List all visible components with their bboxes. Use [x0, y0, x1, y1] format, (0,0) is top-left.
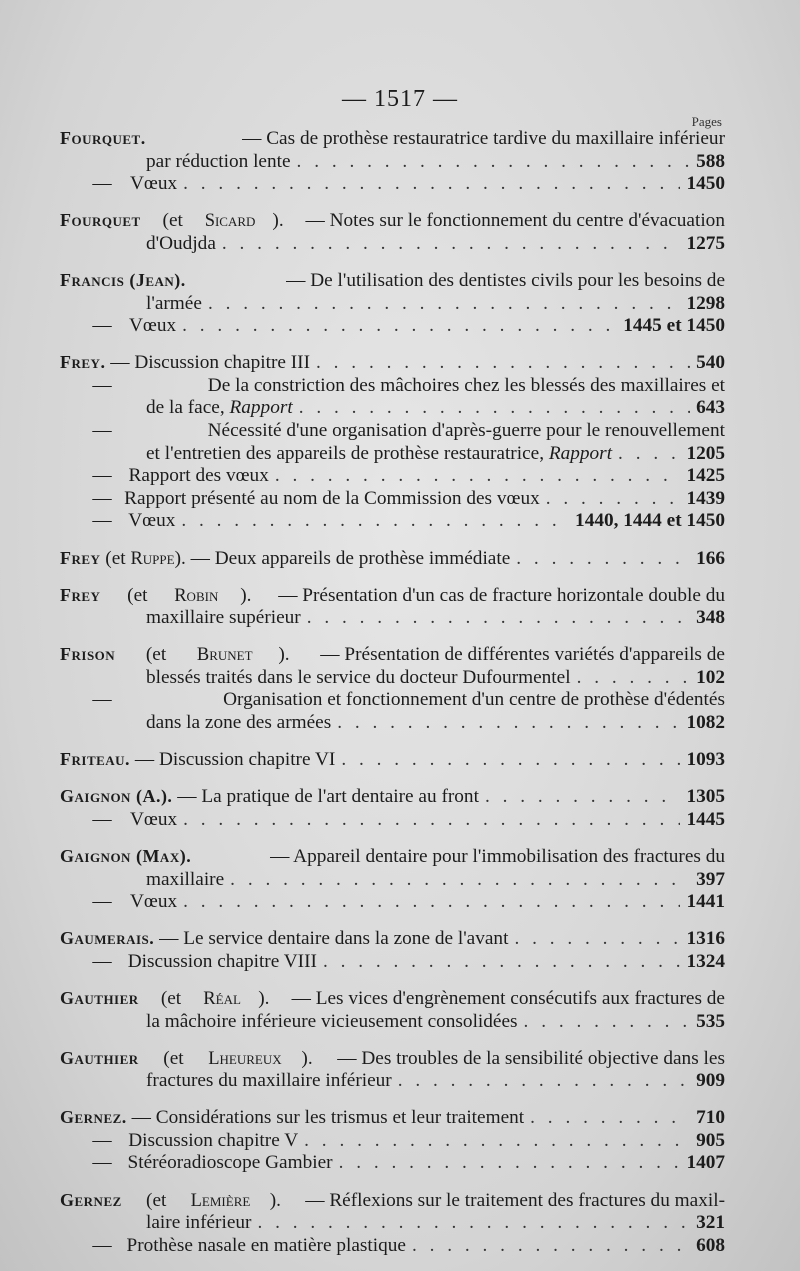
entry-text: Vœux — [130, 808, 178, 830]
entry-line — [60, 351, 725, 375]
entry-line — [60, 869, 725, 892]
page-reference: 1324 — [686, 950, 725, 972]
entry-line — [60, 927, 725, 951]
index-entry — [60, 351, 725, 533]
dot-leader — [275, 465, 681, 488]
dot-leader — [307, 607, 690, 630]
entry-text: — Deux appareils de prothèse immédiate — [190, 547, 511, 569]
author-name: Frey — [60, 584, 101, 605]
page-reference: 1440, 1444 et 1450 — [575, 510, 725, 532]
page-reference: 166 — [696, 547, 725, 569]
entry-line — [60, 1070, 725, 1093]
entry-text: Organisation et fonctionnement d'un centre de prothèse d'édentés — [223, 689, 725, 711]
rapport-italic: Rapport — [229, 397, 293, 419]
entry-line — [60, 1047, 725, 1071]
entry-line — [60, 1106, 725, 1130]
author-name: Francis (Jean). — [60, 269, 186, 290]
coauthor-suffix: ). — [174, 547, 191, 569]
entry-line — [60, 1011, 725, 1034]
index-entry — [60, 269, 725, 338]
page-reference: 1445 — [686, 808, 725, 830]
entry-line — [60, 1235, 725, 1258]
dot-leader — [182, 315, 617, 338]
index-entry — [60, 1106, 725, 1175]
entry-text: Discussion chapitre V — [128, 1129, 299, 1151]
entry-line — [60, 547, 725, 571]
dot-leader — [183, 809, 680, 832]
dot-leader — [257, 1212, 690, 1235]
dot-leader — [530, 1107, 690, 1130]
entry-text: Nécessité d'une organisation d'après-guerre pour le renouvellement — [207, 420, 725, 442]
author-name: Gernez. — [60, 1107, 127, 1128]
entry-line — [60, 151, 725, 174]
page-reference: 1298 — [686, 292, 725, 314]
index-entry — [60, 127, 725, 196]
entry-text: Rapport présenté au nom de la Commission des vœux — [124, 487, 540, 509]
entry-line — [60, 785, 725, 809]
coauthor-prefix: (et — [141, 1189, 172, 1211]
coauthor-prefix: (et — [122, 584, 153, 606]
entry-line — [60, 397, 725, 420]
entry-text: — Cas de prothèse restauratrice tardive du maxillaire inférieur — [242, 128, 725, 149]
entry-text: blessés traités dans le service du docteur Dufourmentel — [146, 666, 571, 688]
entry-text: la mâchoire inférieure vicieusement consolidées — [146, 1010, 518, 1032]
page-reference: 1205 — [686, 442, 725, 464]
coauthor-prefix: (et — [141, 644, 172, 666]
dot-leader — [323, 951, 680, 974]
entry-text: — Réflexions sur le traitement des fractures du maxil- — [305, 1189, 725, 1211]
coauthor-prefix: (et — [157, 210, 188, 232]
continuation-dash: — — [92, 173, 112, 195]
dot-leader — [524, 1011, 691, 1034]
index-entry — [60, 748, 725, 772]
continuation-dash: — — [92, 689, 112, 711]
dot-leader — [208, 293, 681, 316]
entry-text: — Présentation d'un cas de fracture horizontale double du — [278, 584, 725, 606]
author-name: Friteau. — [60, 749, 131, 770]
author-name: Gaignon (A.). — [60, 786, 173, 807]
dot-leader — [183, 891, 680, 914]
index-entry — [60, 584, 725, 630]
entry-text: — Considérations sur les trismus et leur traitement — [131, 1107, 525, 1129]
entry-line — [60, 667, 725, 690]
page-reference: 102 — [696, 666, 725, 688]
entry-text: — De l'utilisation des dentistes civils pour les besoins de — [286, 269, 725, 291]
page-reference: 348 — [696, 607, 725, 629]
continuation-dash: — — [92, 1152, 112, 1174]
coauthor-suffix: ). — [258, 987, 275, 1009]
rapport-italic: Rapport — [548, 442, 613, 464]
page-reference: 321 — [696, 1212, 725, 1234]
continuation-dash: — — [92, 891, 112, 913]
page-reference: 710 — [696, 1107, 725, 1129]
coauthor-prefix: (et — [100, 547, 131, 569]
dot-leader — [618, 443, 680, 466]
page-reference: 1407 — [686, 1152, 725, 1174]
entry-line — [60, 643, 725, 667]
author-name: Frison — [60, 644, 116, 665]
entry-text: dans la zone des armées — [146, 712, 332, 734]
author-name: Gaumerais. — [60, 928, 155, 949]
entry-text: l'armée — [146, 292, 202, 314]
pages-column-label: Pages — [691, 114, 722, 129]
index-entry — [60, 643, 725, 734]
coauthor-suffix: ). — [278, 644, 295, 666]
entry-text: — Présentation de différentes variétés d'appareils de — [320, 644, 725, 666]
page-reference: 1275 — [686, 232, 725, 254]
entry-text: laire inférieur — [146, 1212, 252, 1234]
entry-line — [60, 173, 725, 196]
page-reference: 1082 — [686, 712, 725, 734]
entry-text: Vœux — [130, 891, 178, 913]
continuation-dash: — — [92, 487, 112, 509]
entry-line — [60, 748, 725, 772]
index-entry — [60, 987, 725, 1033]
entry-text: — Appareil dentaire pour l'immobilisation des fractures du — [270, 845, 725, 867]
entry-line — [60, 420, 725, 443]
entry-text: Vœux — [130, 173, 178, 195]
entry-text: Rapport des vœux — [128, 465, 269, 487]
page-reference: 397 — [696, 868, 725, 890]
author-name: Gaignon (Max). — [60, 845, 192, 866]
page-reference: 643 — [696, 397, 725, 419]
entry-text: fractures du maxillaire inférieur — [146, 1070, 392, 1092]
entry-line — [60, 465, 725, 488]
page-number: — 1517 — — [342, 86, 458, 112]
dot-leader — [485, 786, 681, 809]
coauthor-name: Brunet — [196, 645, 253, 666]
entry-line — [60, 584, 725, 608]
entry-line — [60, 689, 725, 712]
dot-leader — [398, 1070, 690, 1093]
page-reference: 1093 — [686, 749, 725, 771]
coauthor-name: Ruppe — [130, 548, 175, 569]
entry-text: et l'entretien des appareils de prothèse restauratrice, — [146, 442, 549, 464]
entry-line — [60, 375, 725, 398]
page-reference: 1450 — [686, 173, 725, 195]
coauthor-suffix: ). — [301, 1047, 318, 1069]
dot-leader — [516, 548, 690, 571]
index-entry — [60, 1047, 725, 1093]
entry-text: Vœux — [129, 315, 177, 337]
entry-text: par réduction lente — [146, 150, 291, 172]
entry-line — [60, 951, 725, 974]
entry-line — [60, 269, 725, 293]
page-reference: 1445 et 1450 — [623, 315, 725, 337]
entry-line — [60, 315, 725, 338]
entry-line — [60, 1152, 725, 1175]
coauthor-prefix: (et — [158, 1047, 189, 1069]
entry-line — [60, 1212, 725, 1235]
coauthor-name: Réal — [203, 988, 241, 1009]
continuation-dash: — — [92, 1234, 112, 1256]
entry-line — [60, 127, 725, 151]
entry-text: maxillaire — [146, 868, 225, 890]
author-name: Fourquet — [60, 210, 141, 231]
dot-leader — [514, 928, 680, 951]
continuation-dash: — — [92, 420, 112, 442]
entry-text: de la face, — [146, 397, 230, 419]
coauthor-name: Lheureux — [208, 1048, 282, 1069]
index-entry — [60, 785, 725, 831]
dot-leader — [339, 1152, 681, 1175]
dot-leader — [304, 1130, 690, 1153]
entry-line — [60, 1189, 725, 1213]
coauthor-suffix: ). — [272, 210, 289, 232]
entry-line — [60, 1130, 725, 1153]
dot-leader — [546, 488, 681, 511]
entry-text: Discussion chapitre VIII — [127, 950, 317, 972]
entry-text: — Discussion chapitre III — [110, 352, 311, 374]
entry-text: d'Oudjda — [146, 232, 216, 254]
coauthor-suffix: ). — [269, 1189, 286, 1211]
dot-leader — [181, 510, 569, 533]
continuation-dash: — — [92, 374, 112, 396]
entry-line — [60, 891, 725, 914]
page-reference: 535 — [696, 1010, 725, 1032]
entry-text: — Discussion chapitre VI — [134, 749, 336, 771]
entry-text: Prothèse nasale en matière plastique — [126, 1234, 406, 1256]
page-reference: 540 — [696, 352, 725, 374]
entry-line — [60, 293, 725, 316]
coauthor-name: Robin — [174, 585, 219, 606]
page-reference: 1439 — [686, 487, 725, 509]
author-name: Gernez — [60, 1189, 122, 1210]
page-reference: 588 — [696, 150, 725, 172]
page-reference: 1441 — [686, 891, 725, 913]
dot-leader — [297, 151, 691, 174]
entry-text: Vœux — [128, 510, 176, 532]
entry-line — [60, 233, 725, 256]
dot-leader — [577, 667, 690, 690]
index-entry — [60, 209, 725, 255]
dot-leader — [316, 352, 690, 375]
dot-leader — [341, 749, 680, 772]
entry-line — [60, 809, 725, 832]
coauthor-prefix: (et — [156, 987, 186, 1009]
coauthor-suffix: ). — [240, 584, 257, 606]
entry-line — [60, 607, 725, 630]
continuation-dash: — — [92, 510, 112, 532]
entry-line — [60, 443, 725, 466]
continuation-dash: — — [92, 808, 112, 830]
dot-leader — [412, 1235, 690, 1258]
entry-line — [60, 712, 725, 735]
author-name: Gauthier — [60, 987, 139, 1008]
index-entry — [60, 927, 725, 973]
dot-leader — [230, 869, 690, 892]
author-name: Frey — [60, 547, 101, 568]
entry-line — [60, 845, 725, 869]
entry-line — [60, 488, 725, 511]
entry-text: De la constriction des mâchoires chez les blessés des maxillaires et — [207, 374, 725, 396]
dot-leader — [299, 397, 690, 420]
author-name: Frey. — [60, 352, 106, 373]
index-entry — [60, 1189, 725, 1258]
continuation-dash: — — [92, 950, 112, 972]
page-reference: 1316 — [686, 928, 725, 950]
index-entry — [60, 845, 725, 914]
author-name: Fourquet. — [60, 128, 146, 148]
entry-text: — Les vices d'engrènement consécutifs aux fractures de — [291, 987, 725, 1009]
page-reference: 608 — [696, 1234, 725, 1256]
entry-text: Stéréoradioscope Gambier — [127, 1152, 333, 1174]
author-index — [60, 127, 725, 1271]
continuation-dash: — — [92, 465, 112, 487]
entry-text: maxillaire supérieur — [146, 607, 301, 629]
entry-text: — Le service dentaire dans la zone de l'avant — [159, 928, 509, 950]
dot-leader — [337, 712, 680, 735]
entry-text: — Notes sur le fonctionnement du centre d'évacuation — [305, 210, 725, 232]
entry-text: — La pratique de l'art dentaire au front — [177, 786, 479, 808]
page-reference: 1425 — [686, 465, 725, 487]
entry-line — [60, 510, 725, 533]
continuation-dash: — — [92, 1129, 112, 1151]
entry-line — [60, 209, 725, 233]
page-reference: 1305 — [686, 786, 725, 808]
author-name: Gauthier — [60, 1047, 139, 1068]
dot-leader — [222, 233, 681, 256]
page-reference: 905 — [696, 1129, 725, 1151]
coauthor-name: Lemière — [190, 1190, 251, 1211]
entry-text: — Des troubles de la sensibilité objective dans les — [337, 1047, 725, 1069]
index-entry — [60, 547, 725, 571]
entry-line — [60, 987, 725, 1011]
coauthor-name: Sicard — [204, 211, 256, 232]
continuation-dash: — — [92, 315, 112, 337]
page-reference: 909 — [696, 1070, 725, 1092]
dot-leader — [183, 173, 680, 196]
